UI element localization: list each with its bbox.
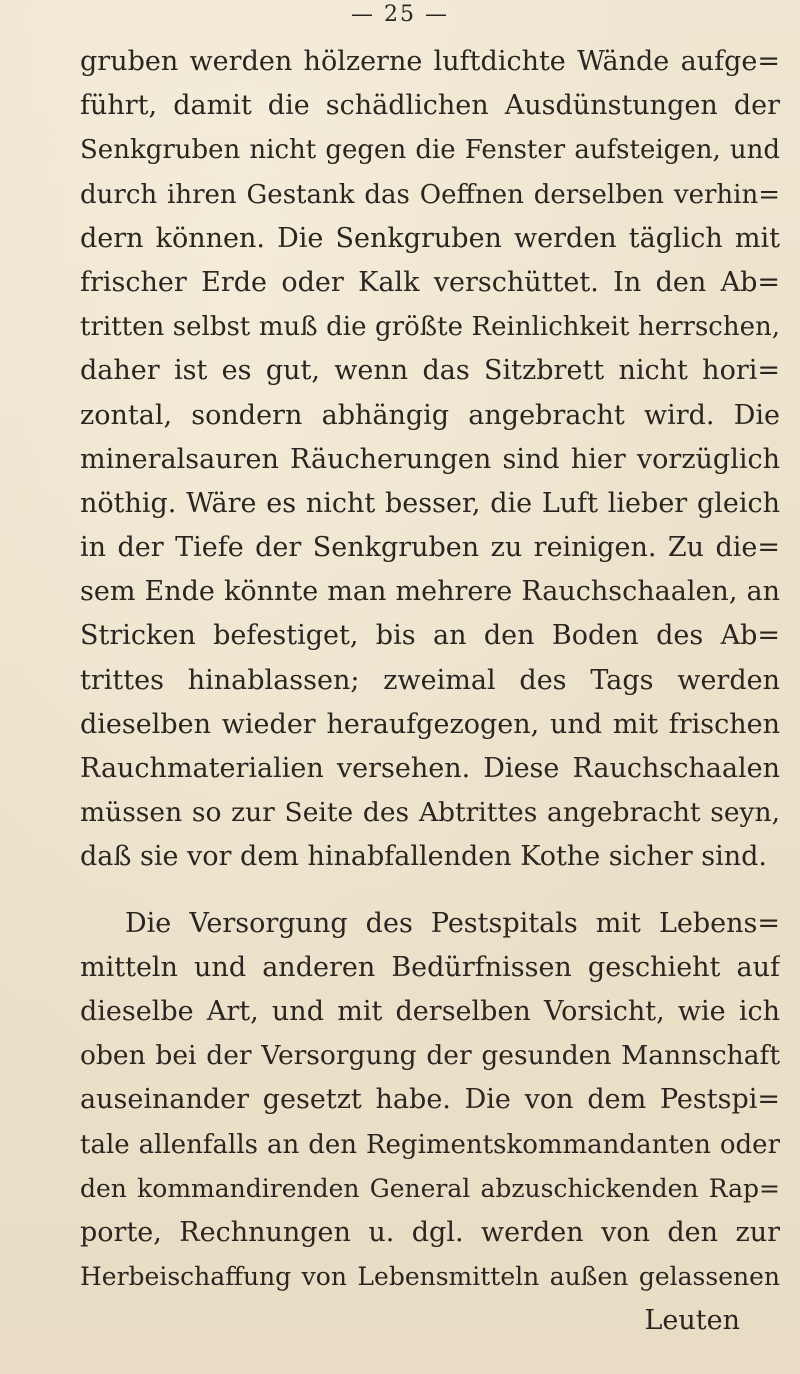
text-line: Die Versorgung des Pestspitals mit Lebens= <box>125 907 780 939</box>
text-line: dern können. Die Senkgruben werden täglich mit <box>80 222 780 254</box>
text-line: Stricken befestiget, bis an den Boden des Ab= <box>80 620 780 652</box>
text-line: führt, damit die schädlichen Ausdünstungen der <box>80 90 780 122</box>
text-line: sem Ende könnte man mehrere Rauchschaalen, an <box>80 576 780 608</box>
text-line: den kommandirenden General abzuschickenden Rap= <box>80 1173 780 1203</box>
catchword: Leuten <box>644 1305 740 1337</box>
text-line: zontal, sondern abhängig angebracht wird. Die <box>80 399 780 431</box>
text-line: oben bei der Versorgung der gesunden Mannschaft <box>80 1040 780 1072</box>
text-line: porte, Rechnungen u. dgl. werden von den zur <box>80 1216 780 1248</box>
text-line: daher ist es gut, wenn das Sitzbrett nicht hori= <box>80 355 780 387</box>
page-number: — 25 — <box>351 2 449 27</box>
text-line: in der Tiefe der Senkgruben zu reinigen. Zu die= <box>80 532 780 564</box>
text-line: Rauchmaterialien versehen. Diese Rauchschaalen <box>80 753 780 784</box>
text-line: mitteln und anderen Bedürfnissen geschieht auf <box>80 951 780 983</box>
text-line: trittes hinablassen; zweimal des Tags werden <box>80 664 780 696</box>
text-line: nöthig. Wäre es nicht besser, die Luft lieber gleich <box>80 487 780 519</box>
text-line: müssen so zur Seite des Abtrittes angebracht seyn, <box>80 797 780 829</box>
text-line: frischer Erde oder Kalk verschüttet. In den Ab= <box>80 266 780 298</box>
text-line: tale allenfalls an den Regimentskommandanten oder <box>80 1129 780 1160</box>
paragraph-1 <box>80 40 780 880</box>
text-line: auseinander gesetzt habe. Die von dem Pestspi= <box>80 1084 780 1116</box>
text-line: daß sie vor dem hinabfallenden Kothe sicher sind. <box>80 841 767 873</box>
text-line: Herbeischaffung von Lebensmitteln außen gelassenen <box>80 1262 780 1292</box>
text-line: Senkgruben nicht gegen die Fenster aufsteigen, und <box>80 135 780 166</box>
text-line: mineralsauren Räucherungen sind hier vorzüglich <box>80 443 780 475</box>
body-text <box>80 40 780 1343</box>
paragraph-2 <box>80 902 780 1344</box>
text-line: durch ihren Gestank das Oeffnen derselben verhin= <box>80 179 780 210</box>
text-line: dieselben wieder heraufgezogen, und mit frischen <box>80 708 780 740</box>
text-line: tritten selbst muß die größte Reinlichkeit herrschen, <box>80 312 780 343</box>
text-line: gruben werden hölzerne luftdichte Wände aufge= <box>80 46 780 77</box>
text-line: dieselbe Art, und mit derselben Vorsicht, wie ich <box>80 995 780 1027</box>
